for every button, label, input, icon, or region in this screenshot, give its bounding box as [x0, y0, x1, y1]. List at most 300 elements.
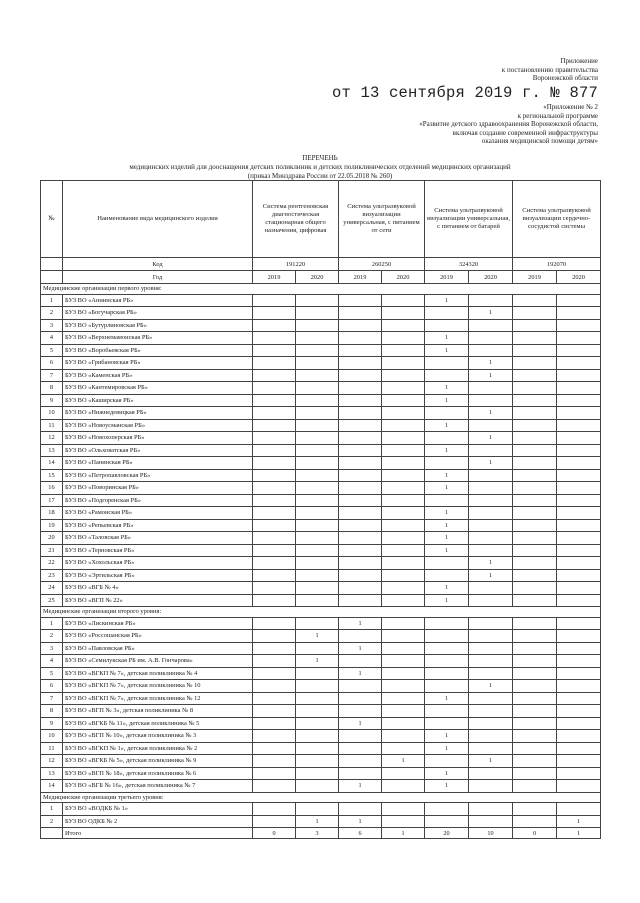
- quantity-cell: [557, 519, 601, 532]
- quantity-cell: [296, 569, 339, 582]
- quantity-cell: [296, 394, 339, 407]
- organization-name: БУЗ ВО «Ольховатская РБ»: [63, 444, 253, 457]
- quantity-cell: [382, 494, 425, 507]
- quantity-cell: 1: [469, 680, 513, 693]
- quantity-cell: 1: [425, 544, 469, 557]
- quantity-cell: [513, 332, 557, 345]
- table-row: [41, 369, 601, 382]
- header-line: «Приложение № 2: [543, 103, 598, 111]
- quantity-cell: [513, 767, 557, 780]
- quantity-cell: [296, 730, 339, 743]
- quantity-cell: [253, 307, 296, 320]
- year-cell: 2020: [557, 271, 601, 284]
- document-title: ПЕРЕЧЕНЬ: [302, 154, 338, 162]
- quantity-cell: [469, 482, 513, 495]
- section-row: [41, 607, 601, 618]
- table-row: [41, 469, 601, 482]
- quantity-cell: [253, 482, 296, 495]
- table-row: [41, 457, 601, 470]
- header-line: «Развитие детского здравоохранения Воронежской области,: [419, 120, 598, 129]
- year-cell: 2019: [513, 271, 557, 284]
- quantity-cell: 1: [425, 469, 469, 482]
- equipment-table: [40, 180, 601, 839]
- quantity-cell: [557, 319, 601, 332]
- quantity-cell: [469, 394, 513, 407]
- quantity-cell: [557, 569, 601, 582]
- quantity-cell: [339, 332, 382, 345]
- table-row: [41, 680, 601, 693]
- row-number: 14: [41, 780, 63, 793]
- quantity-cell: [382, 444, 425, 457]
- table-row: [41, 730, 601, 743]
- quantity-cell: [339, 294, 382, 307]
- quantity-cell: 1: [469, 432, 513, 445]
- quantity-cell: [296, 382, 339, 395]
- organization-name: БУЗ ВО «ВГКП № 7», детская поликлиника № 4: [63, 667, 253, 680]
- quantity-cell: [382, 507, 425, 520]
- organization-name: БУЗ ВО «Таловская РБ»: [63, 532, 253, 545]
- quantity-cell: [382, 344, 425, 357]
- table-row: [41, 803, 601, 816]
- quantity-cell: [339, 692, 382, 705]
- quantity-cell: [382, 655, 425, 668]
- quantity-cell: [513, 519, 557, 532]
- organization-name: БУЗ ВО «Богучарская РБ»: [63, 307, 253, 320]
- row-number: 7: [41, 692, 63, 705]
- quantity-cell: [469, 519, 513, 532]
- row-number: 25: [41, 594, 63, 607]
- row-number: 14: [41, 457, 63, 470]
- table-row: [41, 617, 601, 630]
- section-title: Медицинские организации первого уровня:: [41, 284, 601, 295]
- organization-name: БУЗ ВО «Грибановская РБ»: [63, 357, 253, 370]
- quantity-cell: [469, 617, 513, 630]
- table-row: [41, 692, 601, 705]
- quantity-cell: [557, 717, 601, 730]
- quantity-cell: [469, 382, 513, 395]
- quantity-cell: [339, 432, 382, 445]
- quantity-cell: [557, 344, 601, 357]
- quantity-cell: [339, 382, 382, 395]
- quantity-cell: [425, 717, 469, 730]
- quantity-cell: [339, 680, 382, 693]
- quantity-cell: 1: [469, 369, 513, 382]
- quantity-cell: [513, 630, 557, 643]
- quantity-cell: [557, 557, 601, 570]
- quantity-cell: [382, 469, 425, 482]
- quantity-cell: [557, 582, 601, 595]
- quantity-cell: 1: [296, 655, 339, 668]
- quantity-cell: [425, 803, 469, 816]
- quantity-cell: [382, 717, 425, 730]
- quantity-cell: [339, 767, 382, 780]
- device-code: 260250: [339, 258, 425, 271]
- row-number: 4: [41, 655, 63, 668]
- quantity-cell: [253, 457, 296, 470]
- quantity-cell: [296, 767, 339, 780]
- quantity-cell: [425, 557, 469, 570]
- quantity-cell: [382, 642, 425, 655]
- year-cell: 2019: [425, 271, 469, 284]
- decree-stamp: от 13 сентября 2019 г. № 877: [331, 84, 598, 102]
- quantity-cell: [339, 369, 382, 382]
- quantity-cell: [469, 469, 513, 482]
- organization-name: БУЗ ВО «Россошанская РБ»: [63, 630, 253, 643]
- quantity-cell: [382, 419, 425, 432]
- table-row: [41, 432, 601, 445]
- quantity-cell: [253, 532, 296, 545]
- quantity-cell: [296, 407, 339, 420]
- quantity-cell: [382, 780, 425, 793]
- quantity-cell: [296, 482, 339, 495]
- quantity-cell: 1: [469, 569, 513, 582]
- quantity-cell: [469, 544, 513, 557]
- quantity-cell: [253, 755, 296, 768]
- quantity-cell: [382, 730, 425, 743]
- quantity-cell: [557, 780, 601, 793]
- organization-name: БУЗ ВО «Новохоперская РБ»: [63, 432, 253, 445]
- organization-name: БУЗ ВО «ВГП № 22»: [63, 594, 253, 607]
- quantity-cell: [513, 815, 557, 828]
- quantity-cell: [425, 494, 469, 507]
- quantity-cell: [296, 667, 339, 680]
- quantity-cell: 1: [469, 407, 513, 420]
- table-row: [41, 419, 601, 432]
- quantity-cell: 1: [425, 780, 469, 793]
- quantity-cell: 1: [425, 742, 469, 755]
- row-number: 16: [41, 482, 63, 495]
- quantity-cell: [296, 432, 339, 445]
- quantity-cell: [557, 407, 601, 420]
- table-row: [41, 519, 601, 532]
- quantity-cell: [513, 444, 557, 457]
- quantity-cell: [253, 667, 296, 680]
- quantity-cell: [253, 394, 296, 407]
- header-line: оказания медицинской помощи детям»: [481, 137, 598, 146]
- code-row: [41, 258, 601, 271]
- total-cell: 1: [557, 828, 601, 839]
- quantity-cell: [557, 544, 601, 557]
- quantity-cell: [253, 557, 296, 570]
- quantity-cell: [469, 692, 513, 705]
- quantity-cell: [513, 407, 557, 420]
- device-header: Система ультразвуковой визуализации сердечно-сосудистой системы: [513, 181, 601, 258]
- quantity-cell: [296, 469, 339, 482]
- total-cell: 0: [253, 828, 296, 839]
- quantity-cell: [253, 655, 296, 668]
- quantity-cell: [296, 294, 339, 307]
- row-number: 10: [41, 407, 63, 420]
- quantity-cell: [339, 394, 382, 407]
- quantity-cell: [425, 407, 469, 420]
- quantity-cell: [339, 569, 382, 582]
- quantity-cell: [557, 692, 601, 705]
- organization-name: БУЗ ВО «ВГП № 3», детская поликлиника № 8: [63, 705, 253, 718]
- row-number: 19: [41, 519, 63, 532]
- table-header-row: [41, 181, 601, 258]
- quantity-cell: [296, 357, 339, 370]
- quantity-cell: [296, 617, 339, 630]
- quantity-cell: [339, 742, 382, 755]
- quantity-cell: 1: [425, 482, 469, 495]
- organization-name: БУЗ ВО «ВГКБ № 5», детская поликлиника № 9: [63, 755, 253, 768]
- row-number: 13: [41, 444, 63, 457]
- code-label: Код: [63, 258, 253, 271]
- table-row: [41, 742, 601, 755]
- quantity-cell: 1: [425, 519, 469, 532]
- organization-name: БУЗ ВО «Репьевская РБ»: [63, 519, 253, 532]
- quantity-cell: [253, 369, 296, 382]
- quantity-cell: [296, 319, 339, 332]
- table-row: [41, 569, 601, 582]
- quantity-cell: [425, 569, 469, 582]
- quantity-cell: [339, 419, 382, 432]
- row-number: 12: [41, 755, 63, 768]
- quantity-cell: 1: [425, 767, 469, 780]
- quantity-cell: [513, 717, 557, 730]
- quantity-cell: [469, 507, 513, 520]
- year-row: [41, 271, 601, 284]
- quantity-cell: [513, 344, 557, 357]
- table-row: [41, 332, 601, 345]
- quantity-cell: [253, 419, 296, 432]
- row-number: 23: [41, 569, 63, 582]
- quantity-cell: [425, 432, 469, 445]
- quantity-cell: [296, 642, 339, 655]
- section-row: [41, 284, 601, 295]
- quantity-cell: [296, 507, 339, 520]
- organization-name: БУЗ ВО «ВГБ № 16», детская поликлиника № 7: [63, 780, 253, 793]
- quantity-cell: 1: [425, 382, 469, 395]
- quantity-cell: [382, 407, 425, 420]
- quantity-cell: [339, 444, 382, 457]
- quantity-cell: [382, 319, 425, 332]
- quantity-cell: [557, 507, 601, 520]
- quantity-cell: [296, 780, 339, 793]
- table-row: [41, 444, 601, 457]
- organization-name: БУЗ ВО «Эртильская РБ»: [63, 569, 253, 582]
- organization-name: БУЗ ВО «ВГБ № 4»: [63, 582, 253, 595]
- quantity-cell: [557, 594, 601, 607]
- quantity-cell: 1: [425, 332, 469, 345]
- year-cell: 2020: [469, 271, 513, 284]
- organization-name: БУЗ ВО «Семилукская РБ им. А.В. Гончарова»: [63, 655, 253, 668]
- table-row: [41, 319, 601, 332]
- row-number: 11: [41, 742, 63, 755]
- quantity-cell: [382, 432, 425, 445]
- row-number: 8: [41, 705, 63, 718]
- quantity-cell: [513, 319, 557, 332]
- quantity-cell: 1: [425, 594, 469, 607]
- organization-name: БУЗ ВО «Новоусманская РБ»: [63, 419, 253, 432]
- quantity-cell: 1: [382, 755, 425, 768]
- organization-name: БУЗ ВО «Панинская РБ»: [63, 457, 253, 470]
- quantity-cell: [513, 294, 557, 307]
- quantity-cell: [513, 680, 557, 693]
- total-row: [41, 828, 601, 839]
- organization-name: БУЗ ВО «Воробьевская РБ»: [63, 344, 253, 357]
- row-number: 6: [41, 680, 63, 693]
- row-number: 21: [41, 544, 63, 557]
- quantity-cell: [557, 730, 601, 743]
- quantity-cell: [557, 655, 601, 668]
- empty-cell: [41, 271, 63, 284]
- quantity-cell: [382, 803, 425, 816]
- quantity-cell: [382, 544, 425, 557]
- quantity-cell: [382, 630, 425, 643]
- quantity-cell: [557, 803, 601, 816]
- quantity-cell: [557, 394, 601, 407]
- table-row: [41, 755, 601, 768]
- organization-name: БУЗ ВО «Аннинская РБ»: [63, 294, 253, 307]
- quantity-cell: [382, 369, 425, 382]
- quantity-cell: [382, 767, 425, 780]
- quantity-cell: [253, 344, 296, 357]
- device-header: Система рентгеновская диагностическая стационарная общего назначения, цифровая: [253, 181, 339, 258]
- quantity-cell: [382, 667, 425, 680]
- quantity-cell: [339, 482, 382, 495]
- quantity-cell: [557, 469, 601, 482]
- quantity-cell: [469, 717, 513, 730]
- quantity-cell: [469, 319, 513, 332]
- quantity-cell: [557, 705, 601, 718]
- quantity-cell: [382, 557, 425, 570]
- quantity-cell: [382, 692, 425, 705]
- quantity-cell: [469, 532, 513, 545]
- quantity-cell: [296, 705, 339, 718]
- quantity-cell: [296, 332, 339, 345]
- row-number: 13: [41, 767, 63, 780]
- organization-name: БУЗ ВО «Павловская РБ»: [63, 642, 253, 655]
- quantity-cell: [557, 755, 601, 768]
- organization-name: БУЗ ВО ОДКБ № 2: [63, 815, 253, 828]
- quantity-cell: [557, 357, 601, 370]
- quantity-cell: [513, 419, 557, 432]
- quantity-cell: [469, 742, 513, 755]
- year-cell: 2020: [296, 271, 339, 284]
- quantity-cell: [469, 667, 513, 680]
- quantity-cell: [469, 594, 513, 607]
- quantity-cell: 1: [425, 419, 469, 432]
- quantity-cell: [557, 444, 601, 457]
- quantity-cell: [513, 569, 557, 582]
- quantity-cell: [513, 667, 557, 680]
- quantity-cell: [253, 717, 296, 730]
- table-row: [41, 594, 601, 607]
- quantity-cell: 1: [469, 755, 513, 768]
- organization-name: БУЗ ВО «Петропавловская РБ»: [63, 469, 253, 482]
- quantity-cell: 1: [425, 344, 469, 357]
- year-cell: 2019: [253, 271, 296, 284]
- row-number: 4: [41, 332, 63, 345]
- quantity-cell: [253, 332, 296, 345]
- quantity-cell: [296, 369, 339, 382]
- quantity-cell: [296, 692, 339, 705]
- organization-name: БУЗ ВО «Поворинская РБ»: [63, 482, 253, 495]
- organization-name: БУЗ ВО «Подгоренская РБ»: [63, 494, 253, 507]
- table-row: [41, 307, 601, 320]
- quantity-cell: [296, 457, 339, 470]
- quantity-cell: [513, 457, 557, 470]
- quantity-cell: [253, 544, 296, 557]
- quantity-cell: [513, 730, 557, 743]
- quantity-cell: [382, 457, 425, 470]
- row-number: 7: [41, 369, 63, 382]
- quantity-cell: [339, 357, 382, 370]
- quantity-cell: [513, 642, 557, 655]
- table-row: [41, 815, 601, 828]
- quantity-cell: [513, 544, 557, 557]
- quantity-cell: [469, 730, 513, 743]
- organization-name: БУЗ ВО «Хохольская РБ»: [63, 557, 253, 570]
- quantity-cell: [513, 655, 557, 668]
- quantity-cell: [253, 319, 296, 332]
- quantity-cell: [296, 494, 339, 507]
- quantity-cell: [557, 369, 601, 382]
- quantity-cell: 1: [339, 617, 382, 630]
- quantity-cell: [469, 803, 513, 816]
- organization-name: БУЗ ВО «Кантемировская РБ»: [63, 382, 253, 395]
- quantity-cell: [296, 680, 339, 693]
- empty-cell: [41, 258, 63, 271]
- table-row: [41, 357, 601, 370]
- quantity-cell: [339, 730, 382, 743]
- quantity-cell: [513, 780, 557, 793]
- table-row: [41, 642, 601, 655]
- quantity-cell: [513, 507, 557, 520]
- quantity-cell: [382, 394, 425, 407]
- quantity-cell: [382, 569, 425, 582]
- device-code: 324320: [425, 258, 513, 271]
- program-annex-header: [419, 103, 598, 146]
- quantity-cell: [253, 519, 296, 532]
- quantity-cell: [557, 307, 601, 320]
- total-cell: 20: [425, 828, 469, 839]
- quantity-cell: [513, 369, 557, 382]
- year-cell: 2020: [382, 271, 425, 284]
- quantity-cell: [339, 457, 382, 470]
- row-number: 3: [41, 642, 63, 655]
- quantity-cell: [296, 755, 339, 768]
- quantity-cell: [557, 767, 601, 780]
- quantity-cell: [296, 717, 339, 730]
- column-number-header: №: [41, 181, 63, 258]
- quantity-cell: 1: [425, 532, 469, 545]
- table-row: [41, 582, 601, 595]
- quantity-cell: 1: [339, 642, 382, 655]
- table-row: [41, 494, 601, 507]
- quantity-cell: [382, 332, 425, 345]
- quantity-cell: [469, 344, 513, 357]
- quantity-cell: [296, 594, 339, 607]
- organization-name: БУЗ ВО «ВОДКБ № 1»: [63, 803, 253, 816]
- document-subtitle: медицинских изделий для дооснащения детских поликлиник и детских поликлинических отделений медицинских организаций: [129, 163, 511, 171]
- quantity-cell: [557, 742, 601, 755]
- quantity-cell: [513, 742, 557, 755]
- quantity-cell: [513, 432, 557, 445]
- quantity-cell: [469, 294, 513, 307]
- organization-name: БУЗ ВО «ВГКП № 7», детская поликлиника № 12: [63, 692, 253, 705]
- quantity-cell: [469, 494, 513, 507]
- table-row: [41, 394, 601, 407]
- quantity-cell: [513, 705, 557, 718]
- table-row: [41, 667, 601, 680]
- quantity-cell: [382, 815, 425, 828]
- quantity-cell: [382, 742, 425, 755]
- organization-name: БУЗ ВО «ВГКП № 7», детская поликлиника № 10: [63, 680, 253, 693]
- row-number: 1: [41, 294, 63, 307]
- quantity-cell: [296, 582, 339, 595]
